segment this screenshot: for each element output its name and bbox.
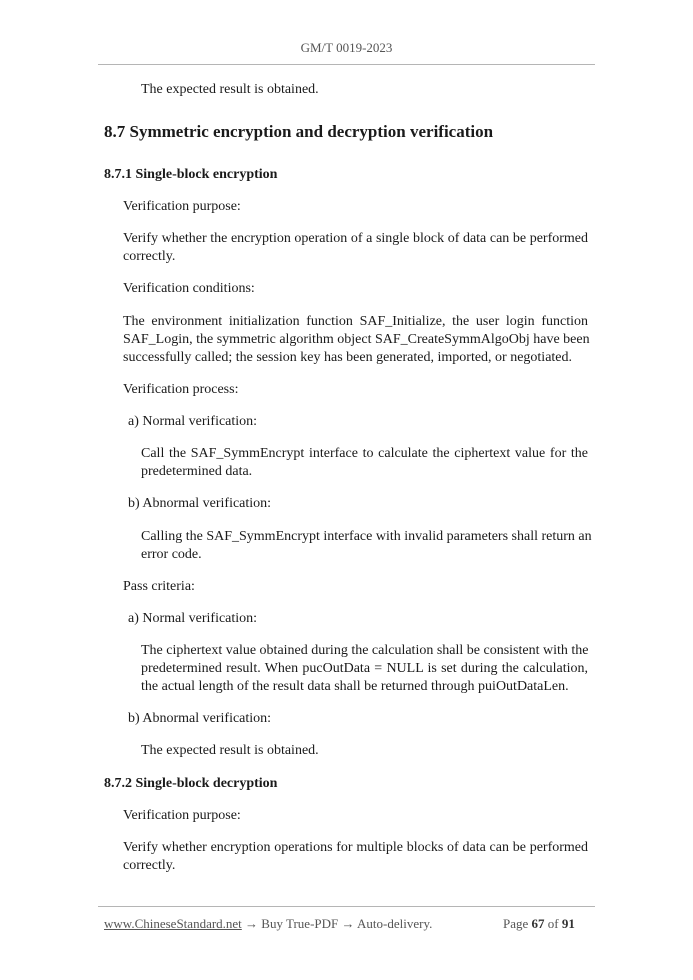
process-normal-text-line-2: predetermined data. xyxy=(141,464,253,479)
delivery-text: Auto-delivery. xyxy=(357,916,433,931)
purpose-text-line-1: Verify whether the encryption operation of a single block of data can be performed xyxy=(123,231,588,246)
conditions-label: Verification conditions: xyxy=(123,281,255,296)
arrow-right-icon: → xyxy=(245,916,259,931)
pass-normal-text-line-3: the actual length of the result data shall be returned through puiOutDataLen. xyxy=(141,679,569,694)
document-header-id: GM/T 0019-2023 xyxy=(300,40,393,55)
header-divider xyxy=(98,64,595,65)
process-label: Verification process: xyxy=(123,382,239,397)
conditions-text-line-3: successfully called; the session key has been generated, imported, or negotiated. xyxy=(123,350,573,365)
page-indicator xyxy=(503,915,575,933)
page-word: Page xyxy=(503,916,529,931)
process-abnormal-label: b) Abnormal verification: xyxy=(128,496,272,511)
process-abnormal-text-line-2: error code. xyxy=(141,547,202,562)
purpose-872-text-line-2: correctly. xyxy=(123,858,176,873)
page-total: 91 xyxy=(561,916,575,931)
footer-links xyxy=(104,915,432,933)
purpose-label-872: Verification purpose: xyxy=(123,808,241,823)
page-number: 67 xyxy=(531,916,545,931)
pass-normal-text-line-2: predetermined result. When pucOutData = NULL is set during the calculation, xyxy=(141,661,588,676)
pass-criteria-label: Pass criteria: xyxy=(123,579,195,594)
purpose-872-text-line-1: Verify whether encryption operations for multiple blocks of data can be performed xyxy=(123,840,588,855)
process-normal-label: a) Normal verification: xyxy=(128,414,258,429)
section-title: 8.7 Symmetric encryption and decryption verification xyxy=(104,122,494,141)
purpose-text-line-2: correctly. xyxy=(123,249,176,264)
pass-abnormal-text: The expected result is obtained. xyxy=(141,743,319,758)
process-normal-text-line-1: Call the SAF_SymmEncrypt interface to calculate the ciphertext value for the xyxy=(141,446,588,461)
subsection-title-871: 8.7.1 Single-block encryption xyxy=(104,167,278,182)
arrow-right-icon: → xyxy=(341,916,355,931)
of-word: of xyxy=(547,916,559,931)
pass-normal-label: a) Normal verification: xyxy=(128,611,258,626)
pass-normal-text-line-1: The ciphertext value obtained during the calculation shall be consistent with the xyxy=(141,643,589,658)
pass-abnormal-label: b) Abnormal verification: xyxy=(128,711,272,726)
buy-pdf-link[interactable]: Buy True-PDF xyxy=(261,916,339,931)
purpose-label: Verification purpose: xyxy=(123,199,241,214)
footer-divider xyxy=(98,906,595,907)
site-link[interactable]: www.ChineseStandard.net xyxy=(104,916,242,931)
process-abnormal-text-line-1: Calling the SAF_SymmEncrypt interface with invalid parameters shall return an xyxy=(141,529,592,544)
conditions-text-line-2: SAF_Login, the symmetric algorithm object SAF_CreateSymmAlgoObj have been xyxy=(123,332,590,347)
conditions-text-line-1: The environment initialization function SAF_Initialize, the user login function xyxy=(123,314,588,329)
previous-result-text: The expected result is obtained. xyxy=(141,82,319,97)
subsection-title-872: 8.7.2 Single-block decryption xyxy=(104,776,278,791)
